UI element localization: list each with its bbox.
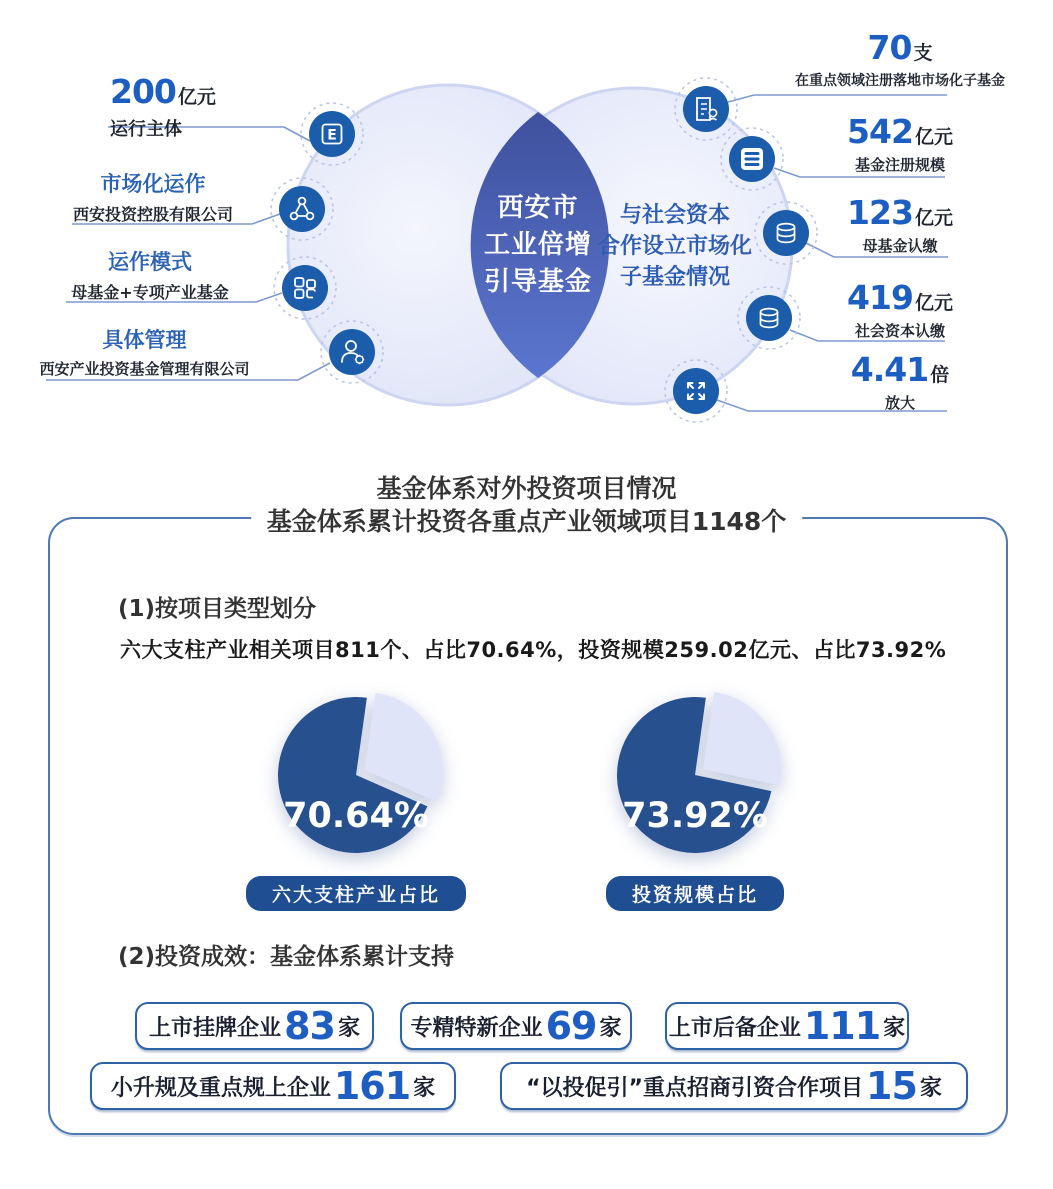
badge-specialized-companies [400,1002,632,1050]
stat-label: 社会资本认缴 [854,322,945,340]
list-icon [729,136,775,182]
badge-number: 111 [803,1004,881,1048]
badge-unit: 家 [413,1075,436,1101]
part1-stats: 六大支柱产业相关项目811个、占比70.64%，投资规模259.02亿元、占比73.92% [120,638,947,662]
venn-right-item-3 [782,193,1018,256]
stat-unit: 亿元 [177,86,216,108]
venn-right-item-1 [782,28,1018,90]
venn-right-item-2 [782,112,1018,175]
part2-heading: (2)投资成效：基金体系累计支持 [118,944,455,970]
stat-label: 运行主体 [110,119,182,140]
venn-right-item-5 [782,350,1018,413]
badge-unit: 家 [337,1015,360,1041]
stat-unit: 亿元 [914,292,953,314]
badge-label: 专精特新企业 [410,1015,543,1041]
e-badge-icon [309,111,355,157]
venn-left-item-3 [55,246,245,303]
stat-label: 母基金认缴 [862,237,938,255]
stat-label: 在重点领域注册落地市场化子基金 [795,73,1005,89]
badge-label: 上市挂牌企业 [149,1015,282,1041]
badge-number: 161 [333,1064,411,1108]
badge-unit: 家 [883,1015,906,1041]
badge-upgraded-companies [90,1062,456,1110]
stat-unit: 支 [913,42,933,64]
certificate-icon [683,86,729,132]
panel-title-line1: 基金体系对外投资项目情况 [376,474,677,503]
stat-label: 基金注册规模 [854,156,945,174]
panel-title-line2: 基金体系累计投资各重点产业领域项目1148个 [266,507,787,536]
pie-light-slice [703,692,781,785]
stat-unit: 亿元 [914,207,953,229]
stat-label: 母基金+专项产业基金 [71,283,229,302]
item-title: 具体管理 [102,328,187,352]
stat-number: 419 [847,278,913,317]
stat-label: 西安产业投资基金管理有限公司 [39,360,250,378]
pie-chart-pillar-share [231,680,481,911]
stat-number: 200 [110,72,176,111]
stat-number: 123 [847,193,913,232]
badge-ipo-reserve-companies [665,1002,909,1050]
venn-left-item-1 [110,72,216,141]
stat-number: 70 [867,28,912,67]
badge-label: “以投促引”重点招商引资合作项目 [526,1075,863,1101]
pie-legend-pill: 六大支柱产业占比 [246,876,466,911]
pie-chart-investment-share [570,680,820,911]
svg-text:E: E [327,127,337,144]
badge-label: 上市后备企业 [668,1015,801,1041]
venn-left-item-2 [58,168,248,225]
badge-unit: 家 [599,1015,622,1041]
stat-number: 542 [847,112,913,151]
panel-title [251,472,803,538]
badge-investment-attraction-projects [500,1062,968,1110]
network-icon [279,186,325,232]
badge-unit: 家 [919,1075,942,1101]
stat-unit: 倍 [930,364,950,386]
venn-center-label: 西安市 工业倍增 引导基金 [483,193,592,297]
pie-percent-label: 70.64% [283,796,429,836]
badge-number: 69 [545,1004,597,1048]
badge-number: 83 [284,1004,335,1048]
stat-number: 4.41 [850,350,929,389]
part1-heading: (1)按项目类型划分 [118,596,317,622]
venn-right-label: 与社会资本 合作设立市场化 子基金情况 [597,203,752,290]
item-title: 市场化运作 [100,172,206,196]
badge-label: 小升规及重点规上企业 [110,1075,331,1101]
venn-right-item-4 [782,278,1018,341]
expand-icon [673,368,719,414]
item-title: 运作模式 [108,250,192,274]
stat-unit: 亿元 [914,126,953,148]
badge-number: 15 [866,1064,917,1108]
pie-percent-label: 73.92% [622,796,768,836]
stat-label: 西安投资控股有限公司 [72,205,233,224]
venn-left-item-4 [32,324,257,379]
person-gear-icon [329,329,375,375]
stat-label: 放大 [884,394,915,412]
grid-icon [282,265,328,311]
badge-listed-companies [135,1002,374,1050]
pie-legend-pill: 投资规模占比 [606,876,784,911]
